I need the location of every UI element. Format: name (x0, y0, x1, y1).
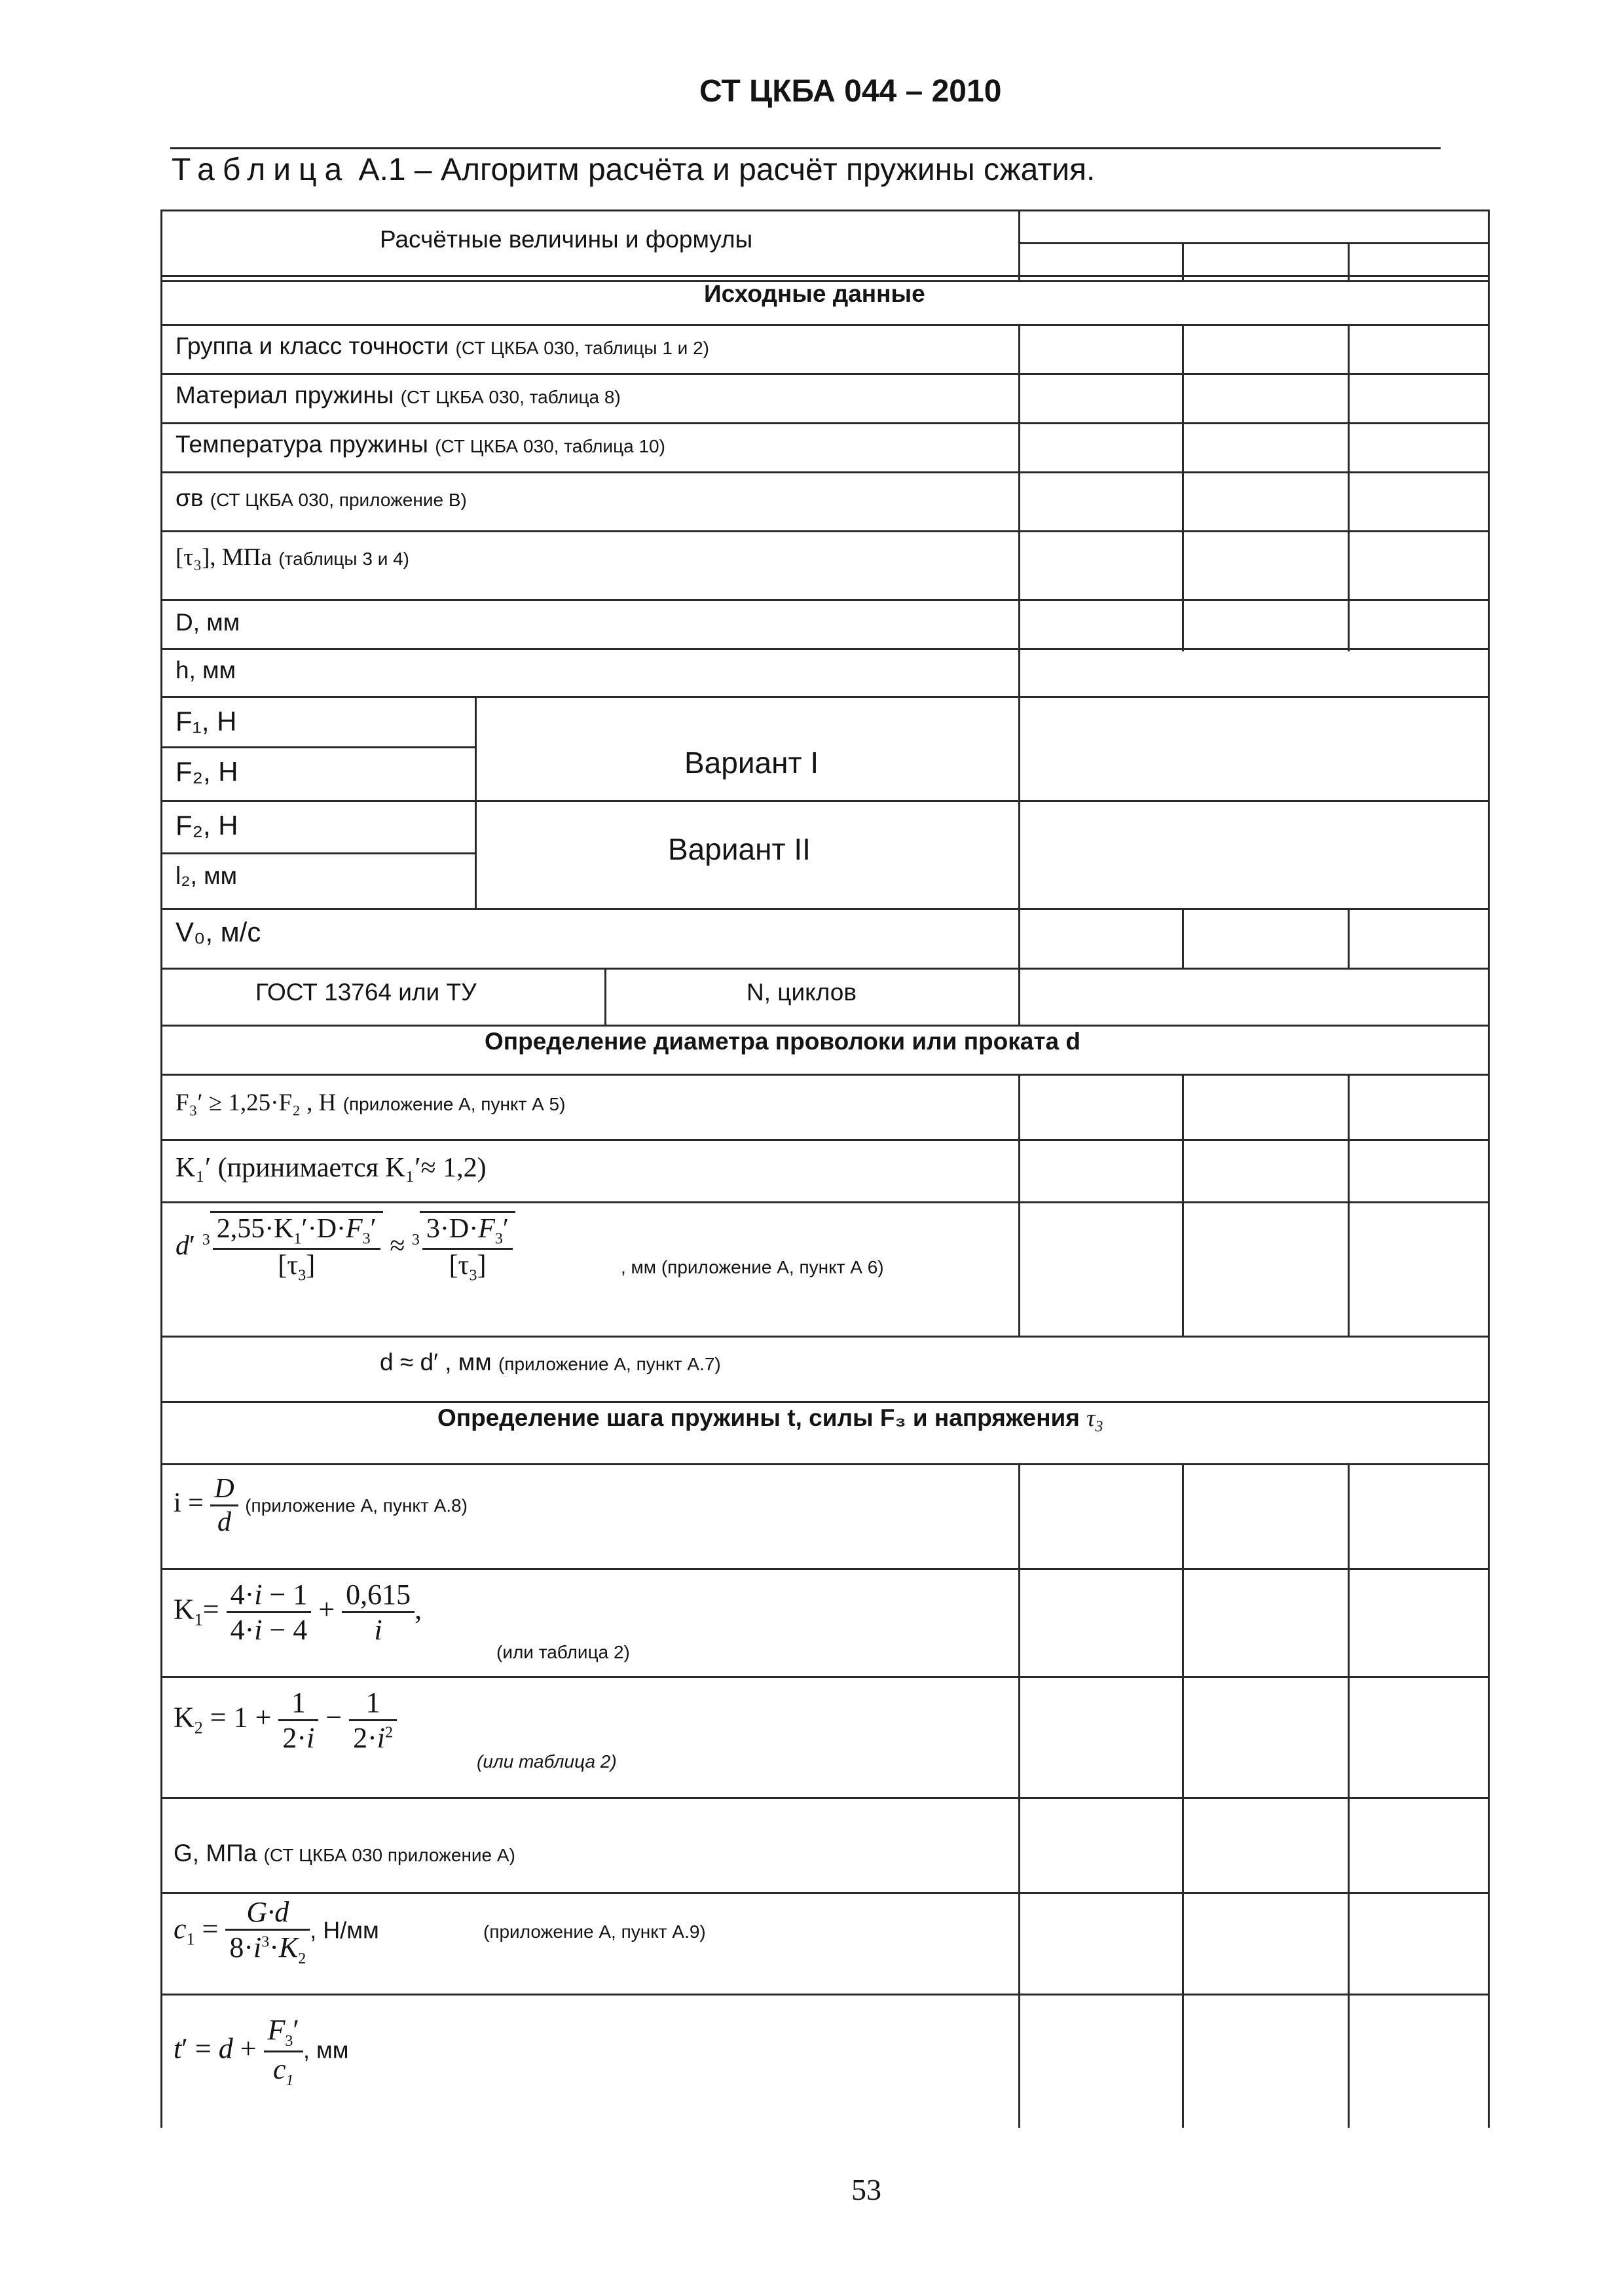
row-k1-assumed: K₁′ (принимается K₁′≈ 1,2) (175, 1153, 487, 1183)
formula-t-prime: t′ = d + $\frac{F_3'}{c_1}$ , мм (174, 2014, 349, 2089)
row-tau-label: [τ₃], МПа (175, 544, 272, 571)
row-g (174, 1840, 515, 1867)
row-temperature (175, 431, 665, 458)
row-f3 (175, 1089, 565, 1117)
row-sigma-ref: (СТ ЦКБА 030, приложение В) (210, 490, 467, 510)
row-d-approx (380, 1349, 721, 1376)
row-gost: ГОСТ 13764 или ТУ (255, 979, 477, 1006)
table-rule (160, 800, 1490, 802)
table-rule (160, 1797, 1490, 1799)
section-initial-data: Исходные данные (704, 280, 925, 307)
table-rule (160, 275, 1490, 277)
table-rule (1348, 1074, 1350, 1336)
table-rule (1018, 1463, 1020, 2128)
table-header-caption: Расчётные величины и формулы (380, 226, 753, 253)
table-rule (1348, 908, 1350, 968)
table-rule (160, 1074, 1490, 1076)
section-pitch-label: Определение шага пружины t, силы F₃ и напряжения (437, 1404, 1080, 1431)
row-sigma-label: σв (175, 484, 204, 511)
row-f3-ref: (приложение А, пункт А 5) (342, 1094, 566, 1114)
table-rule (160, 210, 1490, 211)
page-number: 53 (851, 2173, 881, 2206)
table-rule (160, 1463, 1490, 1465)
row-g-label: G, МПа (174, 1840, 257, 1867)
section-pitch-force-stress: Определение шага пружины t, силы F₃ и напряжения $\tau_3$ (437, 1404, 1103, 1436)
table-rule (1348, 242, 1350, 280)
table-rule (160, 530, 1490, 532)
row-g-ref: (СТ ЦКБА 030 приложение А) (263, 1845, 515, 1865)
row-l2: l₂, мм (175, 862, 238, 889)
row-material-ref: (СТ ЦКБА 030, таблица 8) (400, 387, 621, 407)
table-rule (1018, 324, 1020, 972)
table-rule (1182, 324, 1184, 651)
row-temperature-label: Температура пружины (175, 431, 428, 458)
table-rule (1182, 908, 1184, 968)
row-material-label: Материал пружины (175, 382, 394, 409)
row-material (175, 382, 621, 409)
table-rule (160, 1401, 1490, 1403)
formula-index-i-ref: (приложение А, пункт А.8) (245, 1495, 468, 1516)
table-rule (160, 1139, 1490, 1141)
table-title-label: Таблица (172, 153, 350, 187)
row-f2-variant2: F₂, Н (175, 810, 238, 841)
table-rule (160, 908, 1490, 910)
table-rule (160, 422, 1490, 424)
row-tau (175, 543, 409, 572)
table-rule (160, 471, 1490, 473)
formula-k1-ref: (или таблица 2) (496, 1642, 630, 1662)
table-rule (1348, 324, 1350, 651)
table-rule (1182, 1074, 1184, 1336)
section-wire-diameter: Определение диаметра проволоки или проката d (485, 1028, 1080, 1055)
formula-c1: $c_1$ = $\frac{G\cdot d}{8\cdot i^3\cdot K_2}$ , Н/мм (174, 1896, 379, 1967)
table-rule (160, 1336, 1490, 1338)
table-rule (160, 599, 1490, 601)
table-rule (160, 648, 1490, 650)
row-f2-variant1: F₂, Н (175, 756, 238, 787)
formula-c1-unit: , Н/мм (310, 1916, 379, 1944)
row-sigma (175, 484, 467, 512)
formula-d-prime: d′ $^3$ $\frac{2,55\cdot K_1'\cdot D\cdot F_3'}{[\tau_3]}$ ≈ $^3$ $\frac{3\cdot D\cdot F_3'}{[\tau_3]}$ (175, 1211, 515, 1285)
row-cycles: N, циклов (747, 979, 857, 1006)
table-rule (160, 210, 162, 2128)
row-d-approx-ref: (приложение А, пункт А.7) (498, 1354, 721, 1374)
row-d: D, мм (175, 609, 240, 636)
table-rule (1018, 1074, 1020, 1336)
formula-k2-ref: (или таблица 2) (477, 1751, 617, 1772)
table-rule (160, 1676, 1490, 1678)
table-title (172, 152, 1095, 188)
table-rule (160, 968, 1490, 970)
table-rule (1182, 242, 1184, 280)
row-v0: V₀, м/с (175, 917, 261, 947)
formula-d-prime-ref: , мм (приложение А, пункт А 6) (621, 1257, 884, 1277)
table-rule (1018, 242, 1490, 244)
table-rule (1018, 968, 1020, 1025)
row-f1: F₁, Н (175, 706, 237, 737)
formula-t-unit: , мм (303, 2036, 349, 2064)
table-title-text: А.1 – Алгоритм расчёта и расчёт пружины сжатия. (358, 153, 1096, 187)
table-rule (160, 373, 1490, 375)
header-rule (170, 147, 1441, 149)
table-rule (1018, 210, 1020, 280)
formula-c1-ref: (приложение А, пункт А.9) (483, 1922, 706, 1942)
table-rule (160, 1892, 1490, 1894)
row-group-class (175, 333, 709, 360)
table-rule (475, 696, 477, 908)
row-group-class-ref: (СТ ЦКБА 030, таблицы 1 и 2) (455, 338, 709, 358)
variant-1-label: Вариант I (684, 746, 819, 780)
document-code-header: СТ ЦКБА 044 – 2010 (699, 74, 1002, 109)
table-rule (160, 1025, 1490, 1027)
table-rule (160, 1994, 1490, 1995)
table-rule (160, 696, 1490, 698)
formula-index-i: i = $\frac{D}{d}$ (приложение А, пункт А.8) (174, 1474, 468, 1537)
table-rule (160, 1201, 1490, 1203)
row-tau-ref: (таблицы 3 и 4) (278, 549, 410, 569)
variant-2-label: Вариант II (668, 832, 811, 866)
row-group-class-label: Группа и класс точности (175, 333, 449, 359)
table-rule (1348, 1463, 1350, 2128)
formula-k1: $K_1=$ $\frac{4\cdot i - 1}{4\cdot i - 4}$ + $\frac{0,615}{i}$ , (174, 1578, 422, 1646)
row-h: h, мм (175, 657, 236, 683)
row-temperature-ref: (СТ ЦКБА 030, таблица 10) (435, 436, 665, 456)
table-rule (160, 324, 1490, 326)
table-rule (160, 1568, 1490, 1570)
row-d-approx-label: d ≈ d′ , мм (380, 1349, 492, 1376)
row-f3-formula: F₃′ ≥ 1,25·F₂ , Н (175, 1089, 337, 1116)
table-rule (160, 852, 475, 854)
formula-k2: $K_2 = 1$ + $\frac{1}{2\cdot i}$ − $\frac{1}{2\cdot i^2}$ (174, 1686, 397, 1755)
table-rule (1488, 210, 1490, 2128)
table-rule (604, 968, 606, 1025)
table-rule (160, 746, 475, 748)
table-rule (1182, 1463, 1184, 2128)
